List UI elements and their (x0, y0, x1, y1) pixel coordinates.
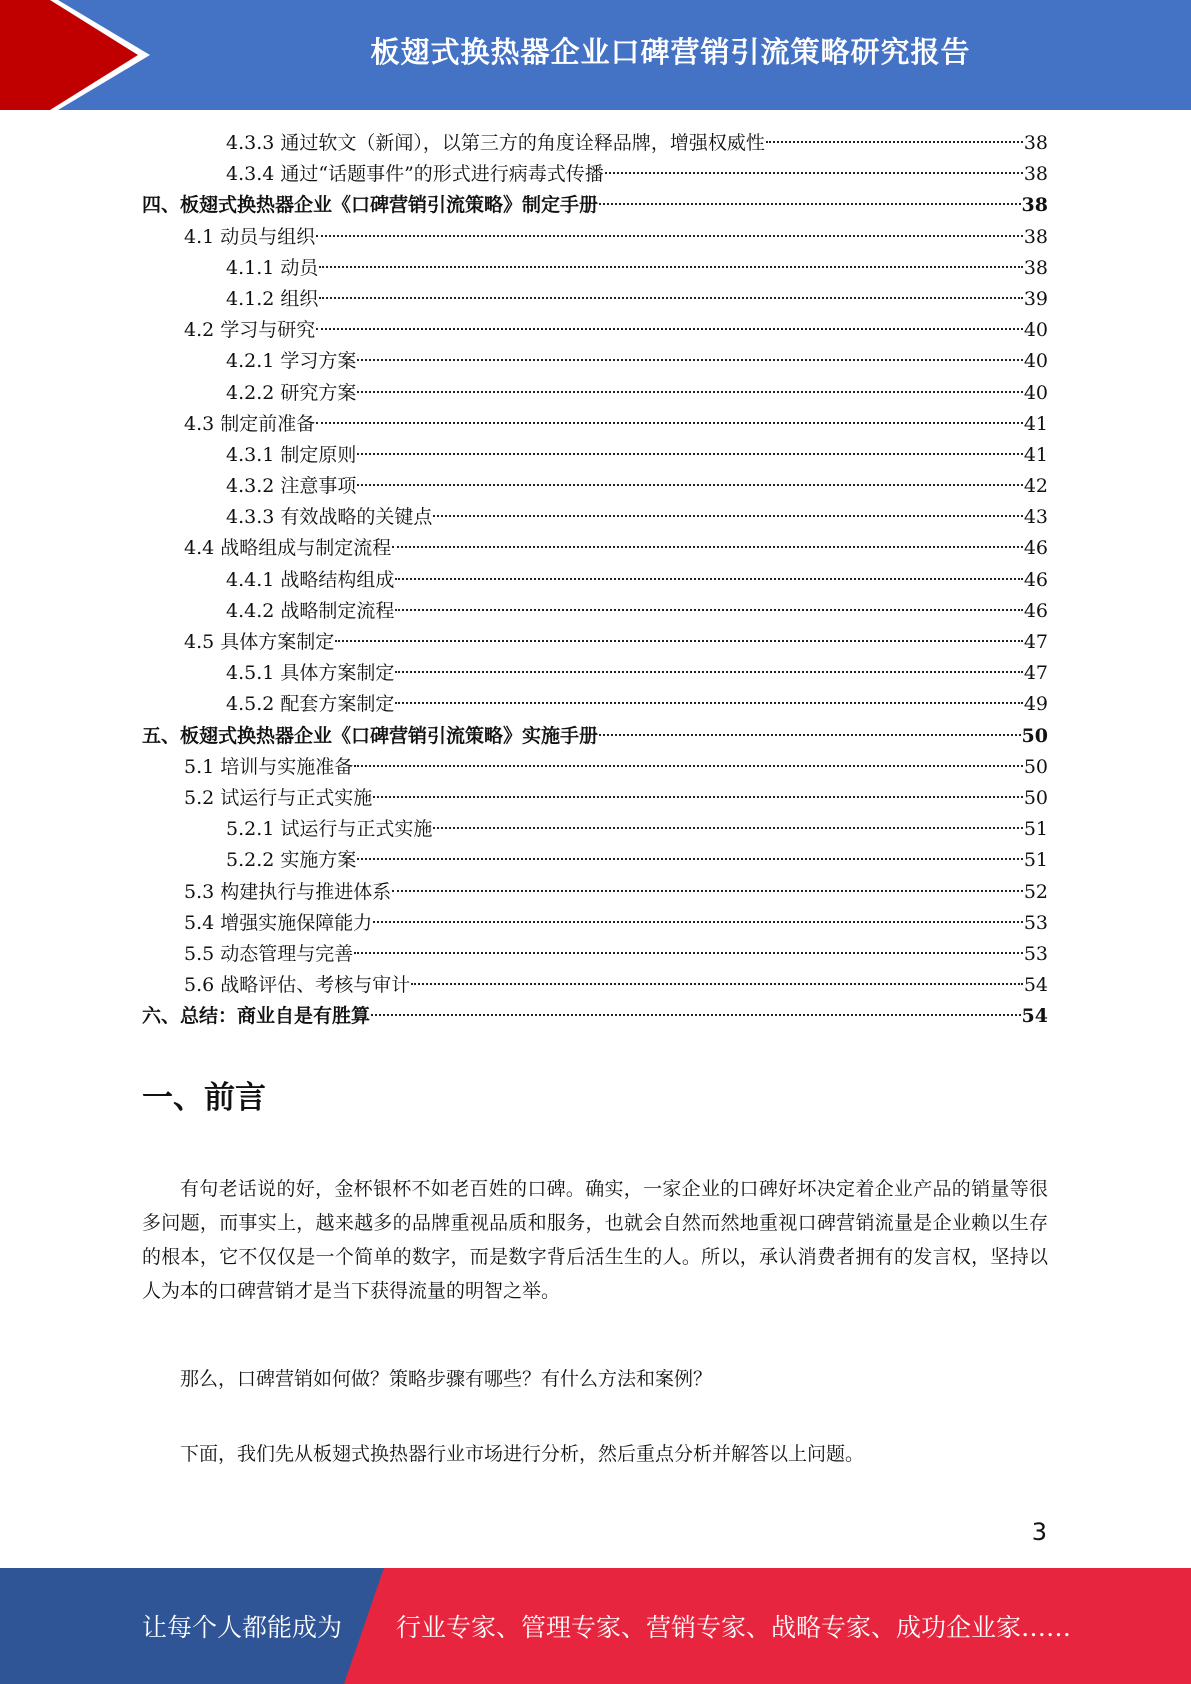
toc-entry[interactable] (142, 502, 1048, 533)
toc-entry-title: 4.3.4 通过“话题事件”的形式进行病毒式传播 (226, 163, 604, 186)
toc-entry-title: 4.5 具体方案制定 (184, 631, 335, 653)
toc-dot-leader (395, 671, 1022, 673)
toc-dot-leader (357, 858, 1022, 860)
toc-entry-title: 4.2 学习与研究 (184, 319, 316, 342)
toc-entry-page: 50 (1021, 724, 1048, 747)
toc-dot-leader (433, 827, 1022, 829)
toc-entry[interactable] (142, 315, 1048, 346)
toc-entry-page: 50 (1023, 755, 1048, 778)
toc-entry-page: 53 (1023, 942, 1048, 965)
toc-entry[interactable] (142, 471, 1048, 502)
toc-entry-title: 5.2 试运行与正式实施 (184, 786, 373, 809)
toc-dot-leader (319, 266, 1022, 268)
footer-slogan-right: 行业专家、管理专家、营销专家、战略专家、成功企业家…… (396, 1613, 1072, 1642)
paragraph-questions: 那么，口碑营销如何做？策略步骤有哪些？有什么方法和案例？ (180, 1368, 713, 1390)
toc-entry-page: 47 (1023, 631, 1048, 653)
toc-entry[interactable] (142, 877, 1048, 908)
paragraph-intro: 有句老话说的好，金杯银杯不如老百姓的口碑。确实，一家企业的口碑好坏决定着企业产品的销量等很多问题，而事实上，越来越多的品牌重视品质和服务，也就会自然而然地重视口碑营销流量是企业赖以生存的根本，它不仅仅是一个简单的数字，而是数字背后活生生的人。所以，承认消费者拥有的发言权，坚持以人为本的口碑营销才是当下获得流量的明智之举。 (142, 1178, 1048, 1302)
toc-dot-leader (599, 734, 1021, 736)
toc-dot-leader (392, 546, 1023, 548)
toc-entry-title: 5.2.2 实施方案 (226, 849, 357, 872)
toc-dot-leader (357, 391, 1022, 393)
toc-entry[interactable] (142, 814, 1048, 845)
toc-entry-page: 52 (1023, 880, 1048, 903)
toc-dot-leader (371, 1014, 1021, 1016)
toc-dot-leader (335, 640, 1023, 642)
toc-entry[interactable] (142, 689, 1048, 720)
toc-entry[interactable] (142, 533, 1048, 564)
toc-entry[interactable] (142, 783, 1048, 814)
toc-entry-title: 4.4 战略组成与制定流程 (184, 537, 392, 560)
toc-dot-leader (354, 952, 1023, 954)
toc-dot-leader (319, 297, 1022, 299)
toc-dot-leader (395, 578, 1022, 580)
toc-entry[interactable] (142, 845, 1048, 876)
toc-entry-page: 54 (1023, 974, 1048, 997)
toc-entry-title: 5.5 动态管理与完善 (184, 942, 354, 965)
toc-entry-title: 5.6 战略评估、考核与审计 (184, 974, 411, 997)
toc-dot-leader (411, 983, 1023, 985)
toc-entry-title: 4.3.2 注意事项 (226, 475, 357, 498)
toc-entry[interactable] (142, 222, 1048, 253)
red-arrow-decoration (0, 0, 160, 110)
toc-entry-page: 46 (1023, 537, 1048, 560)
toc-entry-title: 4.2.2 研究方案 (226, 381, 357, 404)
toc-entry[interactable] (142, 253, 1048, 284)
toc-entry[interactable] (142, 627, 1048, 658)
toc-entry[interactable] (142, 378, 1048, 409)
toc-entry-page: 41 (1023, 412, 1048, 435)
toc-entry[interactable] (142, 596, 1048, 627)
page-footer (0, 1568, 1191, 1684)
toc-entry-title: 4.2.1 学习方案 (226, 350, 357, 373)
toc-entry-title: 4.3.1 制定原则 (226, 443, 357, 466)
toc-entry[interactable] (142, 284, 1048, 315)
toc-dot-leader (433, 515, 1022, 517)
toc-entry[interactable] (142, 658, 1048, 689)
toc-entry[interactable] (142, 190, 1048, 221)
toc-entry[interactable] (142, 128, 1048, 159)
toc-entry-page: 38 (1023, 163, 1048, 186)
toc-entry-page: 54 (1021, 1005, 1048, 1028)
toc-entry-title: 4.3.3 通过软文（新闻），以第三方的角度诠释品牌，增强权威性 (226, 132, 765, 154)
toc-dot-leader (395, 609, 1022, 611)
toc-entry[interactable] (142, 565, 1048, 596)
toc-entry-title: 4.1.2 组织 (226, 287, 319, 310)
toc-entry-title: 4.3.3 有效战略的关键点 (226, 506, 433, 529)
table-of-contents (142, 128, 1048, 1032)
toc-entry[interactable] (142, 970, 1048, 1001)
page-header (0, 0, 1191, 110)
toc-dot-leader (357, 359, 1022, 361)
toc-entry-page: 46 (1023, 568, 1048, 591)
toc-entry-page: 38 (1023, 225, 1048, 248)
page-number: 3 (1031, 1518, 1047, 1546)
header-title: 板翅式换热器企业口碑营销引流策略研究报告 (370, 34, 971, 69)
toc-entry-page: 42 (1023, 475, 1048, 498)
toc-entry-page: 46 (1023, 599, 1048, 622)
toc-entry-title: 4.1 动员与组织 (184, 225, 316, 248)
toc-dot-leader (316, 235, 1023, 237)
toc-entry[interactable] (142, 908, 1048, 939)
footer-slogan-left: 让每个人都能成为 (142, 1613, 343, 1642)
toc-entry-page: 53 (1023, 911, 1048, 934)
toc-entry-title: 5.4 增强实施保障能力 (184, 911, 373, 934)
toc-entry-title: 4.1.1 动员 (226, 256, 319, 279)
toc-entry[interactable] (142, 346, 1048, 377)
toc-entry-title: 四、板翅式换热器企业《口碑营销引流策略》制定手册 (142, 194, 599, 217)
toc-dot-leader (316, 422, 1023, 424)
toc-dot-leader (357, 453, 1022, 455)
toc-entry-page: 40 (1023, 381, 1048, 404)
toc-entry-page: 49 (1023, 693, 1048, 716)
toc-entry-title: 4.5.2 配套方案制定 (226, 693, 395, 716)
toc-entry[interactable] (142, 159, 1048, 190)
toc-entry-page: 38 (1021, 194, 1048, 217)
toc-entry[interactable] (142, 1001, 1048, 1032)
toc-entry-page: 50 (1023, 786, 1048, 809)
toc-dot-leader (357, 484, 1022, 486)
toc-dot-leader (392, 890, 1023, 892)
toc-entry-title: 4.4.2 战略制定流程 (226, 599, 395, 622)
toc-entry-title: 六、总结：商业自是有胜算 (142, 1005, 371, 1028)
toc-entry-page: 51 (1023, 818, 1048, 841)
toc-entry[interactable] (142, 752, 1048, 783)
toc-dot-leader (373, 921, 1023, 923)
toc-entry-page: 39 (1023, 287, 1048, 310)
section-heading: 一、前言 (142, 1080, 266, 1116)
toc-entry-title: 4.5.1 具体方案制定 (226, 662, 395, 685)
toc-entry[interactable] (142, 409, 1048, 440)
toc-dot-leader (354, 765, 1023, 767)
toc-dot-leader (395, 702, 1022, 704)
toc-entry-page: 43 (1023, 506, 1048, 529)
toc-dot-leader (605, 172, 1023, 174)
toc-entry-page: 40 (1023, 350, 1048, 373)
toc-entry-page: 40 (1023, 319, 1048, 342)
toc-entry-title: 5.3 构建执行与推进体系 (184, 880, 392, 903)
toc-entry-title: 五、板翅式换热器企业《口碑营销引流策略》实施手册 (142, 724, 599, 747)
toc-entry-page: 41 (1023, 443, 1048, 466)
paragraph-outline: 下面，我们先从板翅式换热器行业市场进行分析，然后重点分析并解答以上问题。 (180, 1443, 865, 1465)
toc-dot-leader (766, 141, 1023, 143)
toc-dot-leader (599, 203, 1021, 205)
toc-entry-page: 47 (1023, 662, 1048, 685)
toc-dot-leader (373, 796, 1023, 798)
toc-entry-page: 38 (1023, 132, 1048, 154)
toc-entry-title: 5.1 培训与实施准备 (184, 755, 354, 778)
toc-entry-title: 4.3 制定前准备 (184, 412, 316, 435)
toc-entry[interactable] (142, 721, 1048, 752)
toc-entry[interactable] (142, 440, 1048, 471)
toc-entry-title: 5.2.1 试运行与正式实施 (226, 818, 433, 841)
toc-dot-leader (316, 328, 1023, 330)
toc-entry-page: 51 (1023, 849, 1048, 872)
toc-entry-title: 4.4.1 战略结构组成 (226, 568, 395, 591)
toc-entry-page: 38 (1023, 256, 1048, 279)
toc-entry[interactable] (142, 939, 1048, 970)
